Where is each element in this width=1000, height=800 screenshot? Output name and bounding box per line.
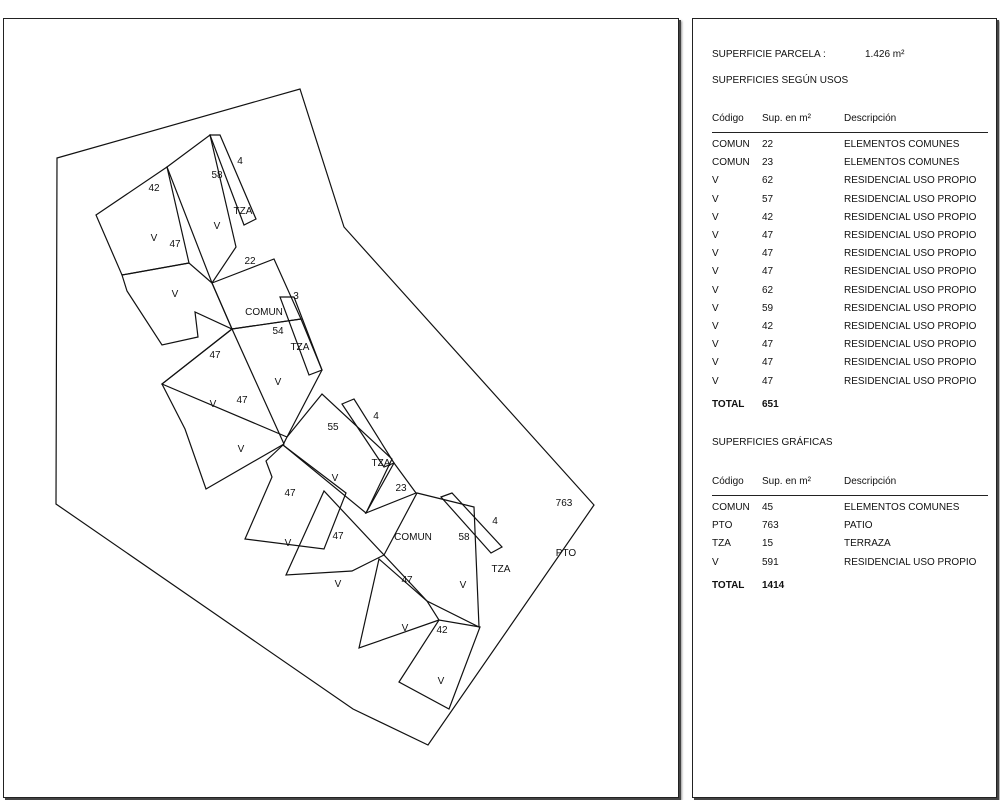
row-area: 62 — [762, 284, 774, 296]
row-area: 57 — [762, 193, 774, 205]
row-description: RESIDENCIAL USO PROPIO — [844, 284, 977, 296]
row-description: RESIDENCIAL USO PROPIO — [844, 321, 977, 332]
row-description: RESIDENCIAL USO PROPIO — [844, 248, 977, 260]
plan-label: 42 — [148, 183, 160, 194]
parcel-surface-label: SUPERFICIE PARCELA : — [712, 49, 826, 60]
row-area: 47 — [762, 266, 774, 278]
surface-table-panel — [692, 18, 997, 798]
row-code: V — [712, 211, 719, 223]
plan-boundary — [359, 559, 439, 648]
plan-label: 47 — [284, 488, 296, 499]
floor-plan-drawing — [4, 19, 678, 797]
plan-label: COMUN — [394, 532, 432, 543]
row-area: 42 — [762, 211, 774, 223]
plan-label: V — [171, 289, 179, 300]
row-description: RESIDENCIAL USO PROPIO — [844, 302, 977, 314]
plan-label: V — [150, 233, 158, 244]
row-description: ELEMENTOS COMUNES — [844, 139, 960, 150]
plan-label: 47 — [401, 575, 413, 586]
plan-label: 58 — [211, 170, 223, 181]
plan-label: 47 — [169, 239, 181, 250]
plan-boundary — [280, 297, 322, 375]
row-area: 47 — [762, 230, 774, 241]
uses-total-label: TOTAL — [712, 399, 745, 410]
plan-boundary — [96, 167, 189, 275]
row-code: COMUN — [712, 139, 750, 150]
plan-label: 47 — [236, 395, 248, 406]
row-description: RESIDENCIAL USO PROPIO — [844, 266, 977, 278]
row-area: 42 — [762, 321, 774, 332]
row-description: TERRAZA — [844, 538, 891, 550]
plan-boundary — [122, 263, 232, 345]
header-area: Sup. en m² — [762, 476, 811, 487]
row-code: V — [712, 284, 719, 296]
row-area: 15 — [762, 538, 774, 550]
plan-label: 54 — [272, 326, 284, 337]
graphic-header-rule — [712, 495, 988, 496]
plan-label: COMUN — [245, 307, 283, 318]
row-description: RESIDENCIAL USO PROPIO — [844, 357, 977, 369]
plan-label: V — [437, 676, 445, 687]
row-area: 23 — [762, 157, 774, 169]
plan-label: V — [209, 399, 217, 410]
plan-label: V — [401, 623, 409, 634]
header-description: Descripción — [844, 476, 897, 487]
row-area: 62 — [762, 175, 774, 187]
plan-label: V — [237, 444, 245, 455]
plan-label: 4 — [237, 156, 243, 167]
row-description: RESIDENCIAL USO PROPIO — [844, 556, 977, 568]
plan-label: 58 — [458, 532, 470, 543]
header-code: Código — [712, 113, 744, 124]
row-area: 763 — [762, 520, 779, 532]
plan-label: 47 — [332, 531, 344, 542]
row-area: 47 — [762, 248, 774, 260]
row-code: V — [712, 266, 719, 278]
parcel-surface-value: 1.426 m² — [865, 49, 905, 60]
plan-label: 23 — [395, 483, 407, 494]
plan-label: V — [331, 473, 339, 484]
plan-panel — [3, 18, 679, 798]
plan-label: V — [459, 580, 467, 591]
uses-total-value: 651 — [762, 399, 779, 410]
row-code: V — [712, 193, 719, 205]
row-code: COMUN — [712, 502, 750, 513]
row-area: 22 — [762, 139, 774, 150]
uses-header-rule — [712, 132, 988, 133]
row-area: 47 — [762, 375, 774, 387]
row-code: V — [712, 248, 719, 260]
plan-label: PTO — [555, 548, 577, 559]
plan-label: 47 — [209, 350, 221, 361]
row-description: RESIDENCIAL USO PROPIO — [844, 175, 977, 187]
row-area: 59 — [762, 302, 774, 314]
plan-label: V — [334, 579, 342, 590]
row-code: V — [712, 357, 719, 369]
plan-boundary — [167, 135, 236, 283]
header-code: Código — [712, 476, 744, 487]
row-description: ELEMENTOS COMUNES — [844, 157, 960, 169]
plan-label: TZA — [290, 342, 310, 353]
row-description: RESIDENCIAL USO PROPIO — [844, 211, 977, 223]
plan-label: TZA — [371, 458, 391, 469]
plan-label: 763 — [555, 498, 573, 509]
row-code: V — [712, 375, 719, 387]
plan-label: 55 — [327, 422, 339, 433]
plan-boundary — [162, 329, 284, 489]
row-description: PATIO — [844, 520, 873, 532]
row-area: 45 — [762, 502, 774, 513]
row-code: COMUN — [712, 157, 750, 169]
plan-label: 42 — [436, 625, 448, 636]
row-code: V — [712, 556, 719, 568]
row-area: 47 — [762, 339, 774, 351]
plan-label: V — [284, 538, 292, 549]
graphic-total-label: TOTAL — [712, 580, 745, 591]
plan-boundary — [162, 319, 322, 437]
uses-section-title: SUPERFICIES SEGÚN USOS — [712, 75, 849, 86]
row-code: V — [712, 339, 719, 351]
row-description: RESIDENCIAL USO PROPIO — [844, 230, 977, 241]
plan-label: 3 — [293, 291, 299, 302]
plan-boundary — [342, 399, 394, 467]
plan-label: 4 — [373, 411, 379, 422]
plan-label: 4 — [492, 516, 498, 527]
header-area: Sup. en m² — [762, 113, 811, 124]
plan-label: 22 — [244, 256, 256, 267]
row-description: RESIDENCIAL USO PROPIO — [844, 375, 977, 387]
row-code: PTO — [712, 520, 733, 532]
header-description: Descripción — [844, 113, 897, 124]
row-description: ELEMENTOS COMUNES — [844, 502, 960, 513]
plan-label: TZA — [491, 564, 511, 575]
row-code: V — [712, 321, 719, 332]
plan-boundary — [384, 493, 479, 627]
row-code: V — [712, 302, 719, 314]
row-code: V — [712, 175, 719, 187]
graphic-section-title: SUPERFICIES GRÁFICAS — [712, 437, 833, 448]
plan-label: V — [213, 221, 221, 232]
plan-boundary — [366, 463, 416, 513]
row-description: RESIDENCIAL USO PROPIO — [844, 193, 977, 205]
plan-label: V — [274, 377, 282, 388]
row-description: RESIDENCIAL USO PROPIO — [844, 339, 977, 351]
row-area: 591 — [762, 556, 779, 568]
row-area: 47 — [762, 357, 774, 369]
row-code: V — [712, 230, 719, 241]
plan-label: TZA — [233, 206, 253, 217]
graphic-total-value: 1414 — [762, 580, 785, 591]
row-code: TZA — [712, 538, 731, 550]
